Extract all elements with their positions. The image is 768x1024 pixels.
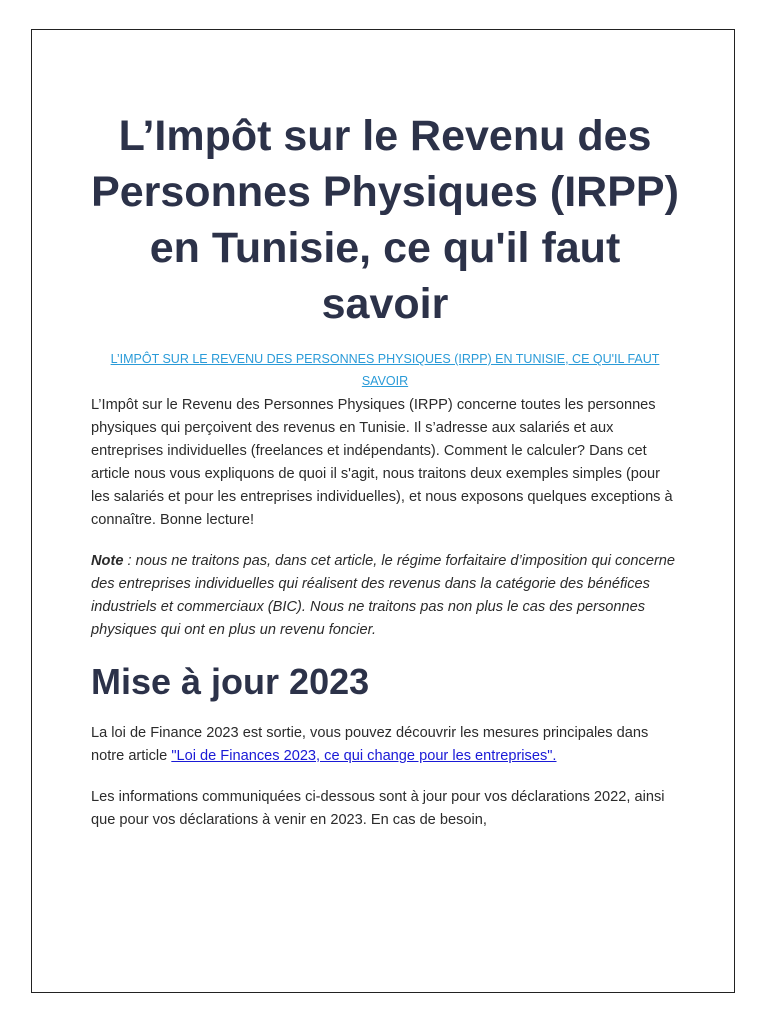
page-title: L’Impôt sur le Revenu des Personnes Physiques (IRPP) en Tunisie, ce qu'il faut savoir xyxy=(91,112,679,328)
document-content xyxy=(91,108,679,832)
note-paragraph xyxy=(91,550,679,642)
info-paragraph: Les informations communiquées ci-dessous sont à jour pour vos déclarations 2022, ainsi que pour vos déclarations à venir en 2023. En cas de besoin, xyxy=(91,789,665,828)
finance-law-article-link[interactable]: "Loi de Finances 2023, ce qui change pour les entreprises". xyxy=(171,748,557,764)
document-page xyxy=(31,29,735,993)
intro-paragraph: L’Impôt sur le Revenu des Personnes Physiques (IRPP) concerne toutes les personnes physiques qui perçoivent des revenus en Tunisie. Il s’adresse aux salariés et aux entreprises individuelles (freelances et indépendants). Comment le calculer? Dans cet article nous vous expliquons de quoi il s'agit, nous traitons deux exemples simples (pour les salariés et pour les entreprises individuelles), et nous exposons quelques exceptions à connaître. Bonne lecture! xyxy=(91,397,673,528)
title-anchor-link[interactable]: L’IMPÔT SUR LE REVENU DES PERSONNES PHYSIQUES (IRPP) EN TUNISIE, CE QU'IL FAUT SAVOIR xyxy=(110,352,660,388)
note-text: : nous ne traitons pas, dans cet article, le régime forfaitaire d’imposition qui concerne des entreprises individuelles qui réalisent des revenus dans la catégorie des bénéfices industriels et commerciaux (BIC). Nous ne traitons pas non plus le cas des personnes physiques qui ont en plus un revenu foncier. xyxy=(91,553,676,638)
note-label: Note xyxy=(91,553,124,569)
update-text: La loi de Finance 2023 est sortie, vous pouvez découvrir les mesures principales dans notre article xyxy=(91,725,649,764)
update-paragraph xyxy=(91,722,679,768)
section-heading-update-2023: Mise à jour 2023 xyxy=(91,661,370,702)
